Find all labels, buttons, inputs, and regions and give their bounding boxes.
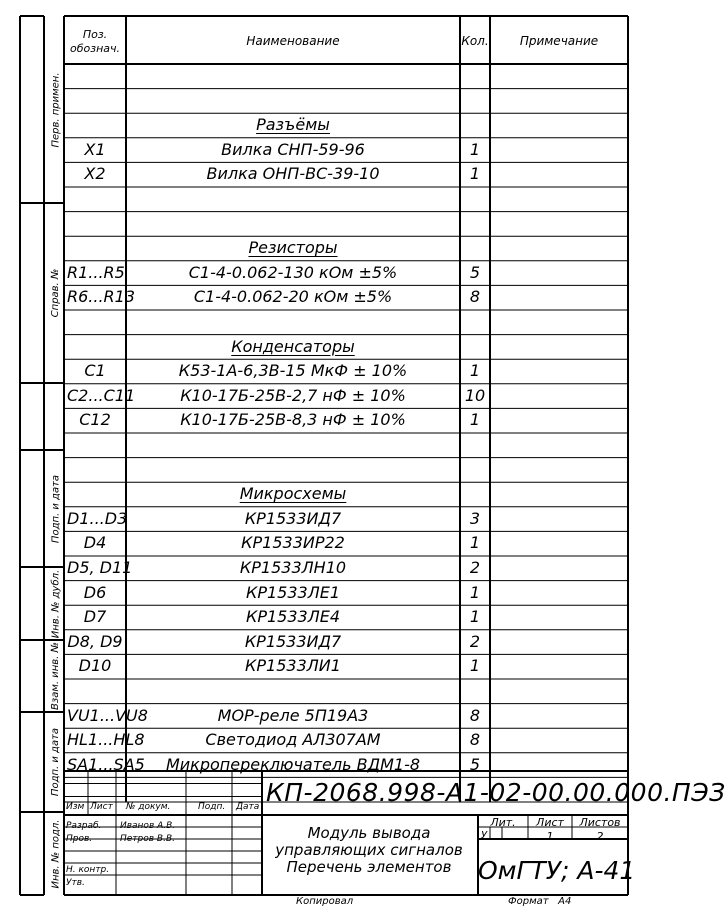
row-name: Светодиод АЛ307АМ (205, 730, 381, 750)
row-pos: SA1...SA5 (67, 754, 145, 774)
row-pos: VU1...VU8 (67, 705, 148, 725)
row-name: С1-4-0.062-20 кОм ±5% (193, 287, 393, 307)
row-pos: D10 (78, 656, 112, 676)
row-name: КР1533ЛЕ4 (245, 607, 341, 627)
lit-label: Лит. (490, 816, 516, 829)
row-qty: 2 (469, 558, 481, 577)
row-qty: 1 (469, 164, 481, 184)
row-pos: D1...D3 (67, 508, 128, 528)
row-pos: D7 (83, 607, 107, 627)
row-name: КР1533ЛИ1 (245, 656, 341, 676)
row-pos: C12 (79, 410, 111, 430)
row-qty: 5 (469, 754, 481, 774)
row-qty: 5 (469, 262, 481, 282)
side-label: Инв. № подл. (50, 819, 61, 888)
row-qty: 1 (469, 582, 481, 602)
row-name: КР1533ИД7 (244, 508, 342, 528)
side-label: Взам. инв. № (50, 642, 61, 710)
razrab-name: Иванов А.В. (120, 821, 176, 831)
row-pos: X2 (84, 164, 106, 184)
document-designation: КП-2068.998-А1-02-00.00.000.ПЭЗ (266, 778, 726, 807)
list-label: Лист (536, 816, 564, 829)
list-value: 1 (546, 830, 554, 843)
row-pos: D8, D9 (67, 631, 123, 651)
document-title: Модуль вывода управляющих сигналов Перечень элементов (275, 824, 463, 876)
footer-copied: Копировал (296, 896, 354, 907)
row-pos: HL1...HL8 (67, 730, 145, 750)
utv-label: Утв. (66, 878, 85, 888)
row-name: Вилка ОНП-ВС-39-10 (206, 164, 380, 184)
side-label: Подп. и дата (50, 474, 61, 543)
footer-format: Формат А4 (508, 896, 572, 907)
row-qty: 10 (464, 385, 486, 405)
listov-label: Листов (579, 816, 621, 829)
row-pos: D5, D11 (67, 558, 133, 577)
row-name: К10-17Б-25В-2,7 нФ ± 10% (180, 385, 406, 405)
side-label: Подп. и дата (50, 727, 61, 797)
row-qty: 8 (469, 705, 481, 725)
col-docum: № докум. (126, 802, 171, 812)
row-qty: 1 (469, 410, 481, 430)
razrab-label: Разраб. (66, 821, 102, 831)
side-label: Инв. № дубл. (50, 569, 61, 638)
row-pos: D4 (83, 533, 107, 553)
col-podp: Подп. (198, 802, 226, 812)
row-qty: 8 (469, 730, 481, 750)
header-name: Наименование (246, 34, 340, 48)
row-qty: 3 (469, 508, 481, 528)
col-list: Лист (90, 802, 113, 812)
row-qty: 2 (469, 631, 481, 651)
lit-value: У (481, 830, 488, 841)
prov-label: Пров. (66, 834, 93, 844)
row-name: С1-4-0.062-130 кОм ±5% (188, 262, 398, 282)
col-data: Дата (236, 802, 260, 812)
row-pos: C2...C11 (67, 385, 136, 405)
group-heading: Конденсаторы (231, 336, 355, 356)
nkontr-label: Н. контр. (66, 865, 110, 875)
header-note: Примечание (519, 34, 599, 48)
header-pos: Поз. обознач. (69, 28, 121, 55)
row-name: МОР-реле 5П19А3 (217, 705, 369, 725)
row-pos: R1...R5 (67, 262, 125, 282)
row-name: КР1533ЛЕ1 (245, 582, 341, 602)
row-qty: 1 (469, 656, 481, 676)
row-name: Вилка СНП-59-96 (221, 139, 365, 159)
row-pos: R6...R13 (67, 287, 136, 307)
side-label: Перв. примен. (50, 71, 61, 148)
header-qty: Кол. (461, 34, 489, 48)
row-qty: 1 (469, 361, 481, 381)
prov-name: Петров В.В. (120, 834, 176, 844)
row-name: КР1533ИР22 (241, 533, 345, 553)
group-heading: Разъёмы (256, 115, 330, 135)
row-name: Микропереключатель ВДМ1-8 (165, 754, 421, 774)
group-heading: Резисторы (248, 238, 338, 258)
row-pos: C1 (84, 361, 106, 381)
row-name: КР1533ЛН10 (239, 558, 347, 577)
group-heading: Микросхемы (239, 484, 347, 504)
row-qty: 1 (469, 139, 481, 159)
organization: ОмГТУ; А-41 (478, 856, 636, 885)
side-label: Справ. № (50, 268, 61, 318)
row-qty: 1 (469, 533, 481, 553)
col-izm: Изм (66, 802, 85, 812)
listov-value: 2 (596, 830, 604, 843)
row-name: К10-17Б-25В-8,3 нФ ± 10% (180, 410, 406, 430)
row-name: КР1533ИД7 (244, 631, 342, 651)
row-name: К53-1А-6,3В-15 МкФ ± 10% (178, 361, 408, 381)
row-qty: 8 (469, 287, 481, 307)
row-pos: X1 (84, 139, 106, 159)
row-qty: 1 (469, 607, 481, 627)
row-pos: D6 (83, 582, 107, 602)
